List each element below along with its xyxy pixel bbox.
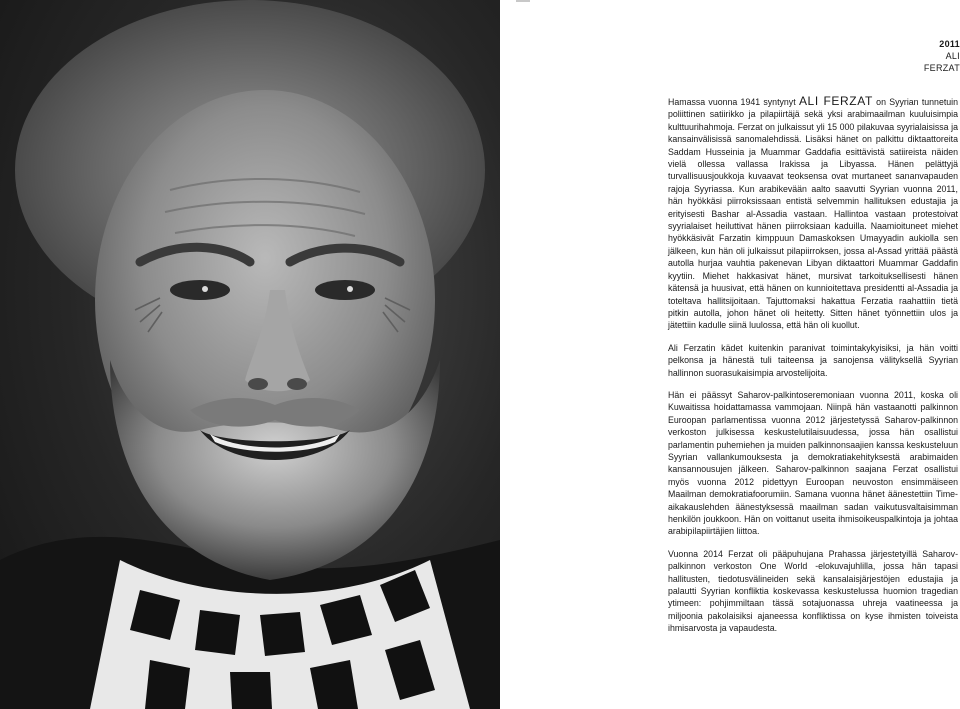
running-head [840, 38, 960, 74]
intro-body-text: on Syyrian tunnetuin poliittinen satiirikko ja pilapiirtäjä sekä yksi arabimaailman kuuluisimpia kulttuurihahmoja. Ferzat on julkaissut yli 15 000 pilakuvaa syyrialaisissa ja kansainvälisissä sanomalehdissä. Lisäksi hänet on palkittu diktaattoreita Saddam Husseinia ja Muammar Gaddafia esittävistä satiireista näiden vielä ollessa vallassa Irakissa ja Libyassa. Hänen pelättyjä turvallisuusjoukkoja kuvaavat teoksensa ovat murtaneet sananvapauden rajoja Syyriassa. Kun arabikevään aalto saavutti Syyrian vuonna 2011, hän hyökkäsi piirroksissaan entistä selvemmin hallituksen edustajia ja erityisesti Bashar al-Assadia vastaan. Hallintoa vastaan protestoivat syyrialaiset heiluttivat hänen piirroksiaan kaduilla. Naamioituneet miehet hyökkäsivät Farzatin kimppuun Damaskoksen Umayyadin aukiolla sen jälkeen, kun hän oli julkaissut pilapiirroksen, jossa al-Assad yrittää päästä autolla hurjaa vauhtia pakenevan Libyan diktaattori Muammar Gaddafin kyytiin. Miehet hakkasivat hänet, mursivat tarkoituksellisesti hänen kätensä ja huusivat, että hänen on kunnioitettava presidentti al-Assadia ja toteltava hallitsijoitaan. Tajuttomaksi hakattua Ferzatia raahattiin tietä pitkin autolla, johon hänet oli heitetty. Sitten hänet työnnettiin ulos ja jätettiin kadulle siinä luulossa, että hän oli kuollut. [668, 97, 959, 331]
article-intro-paragraph [668, 95, 958, 332]
laureate-name: ALI FERZAT [798, 94, 873, 108]
article-body [668, 95, 958, 645]
article-paragraph: Hän ei päässyt Saharov-palkintoseremoniaan vuonna 2011, koska oli Kuwaitissa hoidattamassa vammojaan. Niinpä hän vastaanotti palkinnon Euroopan parlamentissa vuonna 2012 järjestetyssä Saharov-palkinnon verkoston julkisessa keskustelutilaisuudessa, jossa hän osallistui parlamentin puhemiehen ja muiden palkinnonsaajien kanssa keskusteluun Syyrian vallankumouksesta ja demokratiakehityksestä arabimaiden kansannousujen jälkeen. Saharov-palkinnon saajana Ferzat osallistui myös vuonna 2012 pidettyyn Euroopan neuvoston ensimmäiseen Maailman demokratiafoorumiin. Samana vuonna hänet äänestettiin Time-aikakauslehden äänestyksessä maailman sadan vaikutusvaltaisimman henkilön joukkoon. Hän on voittanut useita ihmisoikeuspalkintoja ja johtaa arabipilapiirtäjien liittoa. [668, 389, 958, 537]
running-head-last-name: FERZAT [923, 63, 960, 73]
running-head-year: 2011 [939, 39, 960, 49]
running-head-first-name: ALI [945, 51, 960, 61]
intro-lead-text: Hamassa vuonna 1941 syntynyt [668, 97, 796, 107]
crop-mark [516, 0, 530, 2]
article-paragraph: Ali Ferzatin kädet kuitenkin paranivat toimintakykyisiksi, ja hän voitti pelkonsa ja hänestä tuli taiteensa ja sanojensa välityksellä Syyrian hallinnon suorasukaisimpia arvostelijoita. [668, 342, 958, 378]
article-paragraph: Vuonna 2014 Ferzat oli pääpuhujana Prahassa järjestetyillä Saharov-palkinnon verkoston One World -elokuvajuhlilla, jossa hän tapasi hallitusten, tiedotusvälineiden sekä kansalaisjärjestöjen edustajia ja palautti Syyrian konfliktia koskevassa keskustelussa huomion tragedian ytimeen: pohjimmiltaan tässä sotajuonassa uhreja vaatineessa ja miljoonia pakolaisiksi ajaneessa konfliktissa on kyse ihmisten toiveista ihmisarvosta ja vapaudesta. [668, 548, 958, 634]
